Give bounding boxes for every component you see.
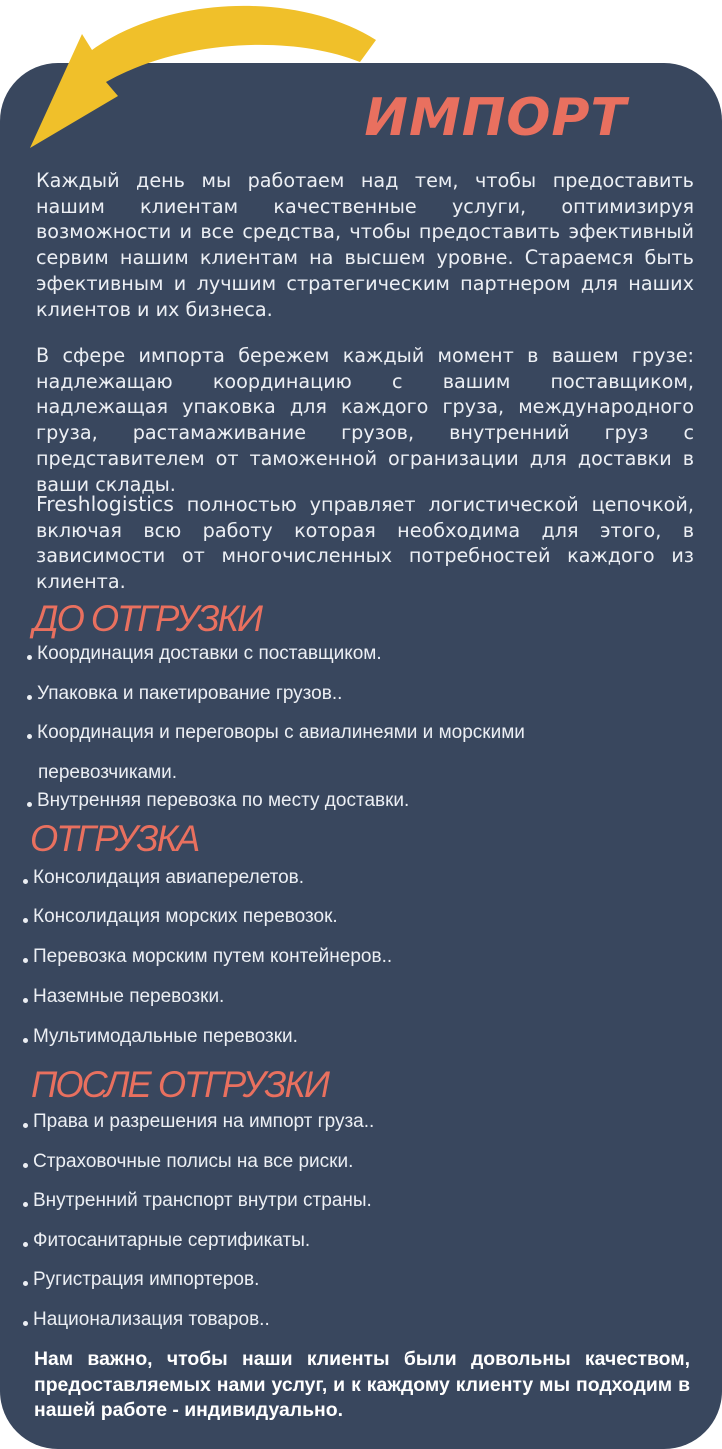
curved-arrow-icon	[0, 0, 400, 170]
intro-paragraph-1: Каждый день мы работаем над тем, чтобы предоставить нашим клиентам качественные услуги, оптимизируя возможности и все средства, чтобы предоставить эфективный сервим нашим клиентам на высшем уровне. Стараемся быть эфективным и лучшим стратегическим партнером для наших клиентов и их бизнеса.	[36, 169, 694, 321]
list-item: Упаковка и пакетирование грузов..	[37, 683, 343, 704]
list-item: Мультимодальные перевозки.	[33, 1026, 298, 1047]
list-item: Координация доставки с поставщиком.	[37, 643, 382, 664]
closing-statement: Нам важно, чтобы наши клиенты были довольны качеством, предоставляемых нами услуг, и к каждому клиенту мы подходим в нашей работе - индивидуально.	[34, 1348, 690, 1421]
list-item: Внутренняя перевозка по месту доставки.	[37, 790, 410, 811]
intro-paragraph-2: В сфере импорта бережем каждый момент в вашем грузе: надлежащаю координацию с вашим поставщиком, надлежащая упаковка для каждого груза, международного груза, растамаживание грузов, внутренний груз с представителем от таможенной огранизации для доставки в ваши склады.	[36, 344, 694, 496]
page-title: ИМПОРТ	[364, 88, 627, 148]
section-heading-after-shipment: ПОСЛЕ ОТГРУЗКИ	[31, 1064, 328, 1105]
intro-paragraph-3-text: полностью управляет логистической цепочкой, включая всю работу которая необходима для этого, в зависимости от многочисленных потребностей каждого из клиента.	[36, 493, 694, 594]
intro-paragraph-3	[36, 492, 694, 595]
list-item: Наземные перевозки.	[33, 986, 225, 1007]
list-item: Консолидация авиаперелетов.	[33, 867, 305, 888]
list-item: Страховочные полисы на все риски.	[33, 1151, 354, 1172]
list-item-continuation: перевозчиками.	[38, 762, 178, 783]
list-item: Права и разрешения на импорт груза..	[33, 1111, 375, 1132]
list-item: Консолидация морских перевозок.	[33, 906, 338, 927]
list-item: Перевозка морским путем контейнеров..	[33, 946, 393, 967]
list-item: Фитосанитарные сертификаты.	[33, 1230, 311, 1251]
list-item: Национализация товаров..	[33, 1309, 270, 1330]
list-item: Ругистрация импортеров.	[33, 1269, 260, 1290]
list-item: Координация и переговоры с авиалинеями и морскими	[37, 722, 525, 743]
section-heading-shipment: ОТГРУЗКА	[30, 818, 199, 859]
section-heading-before-shipment: ДО ОТГРУЗКИ	[33, 598, 262, 639]
company-name: Freshlogistics	[36, 492, 174, 516]
list-item: Внутренний транспорт внутри страны.	[33, 1190, 372, 1211]
